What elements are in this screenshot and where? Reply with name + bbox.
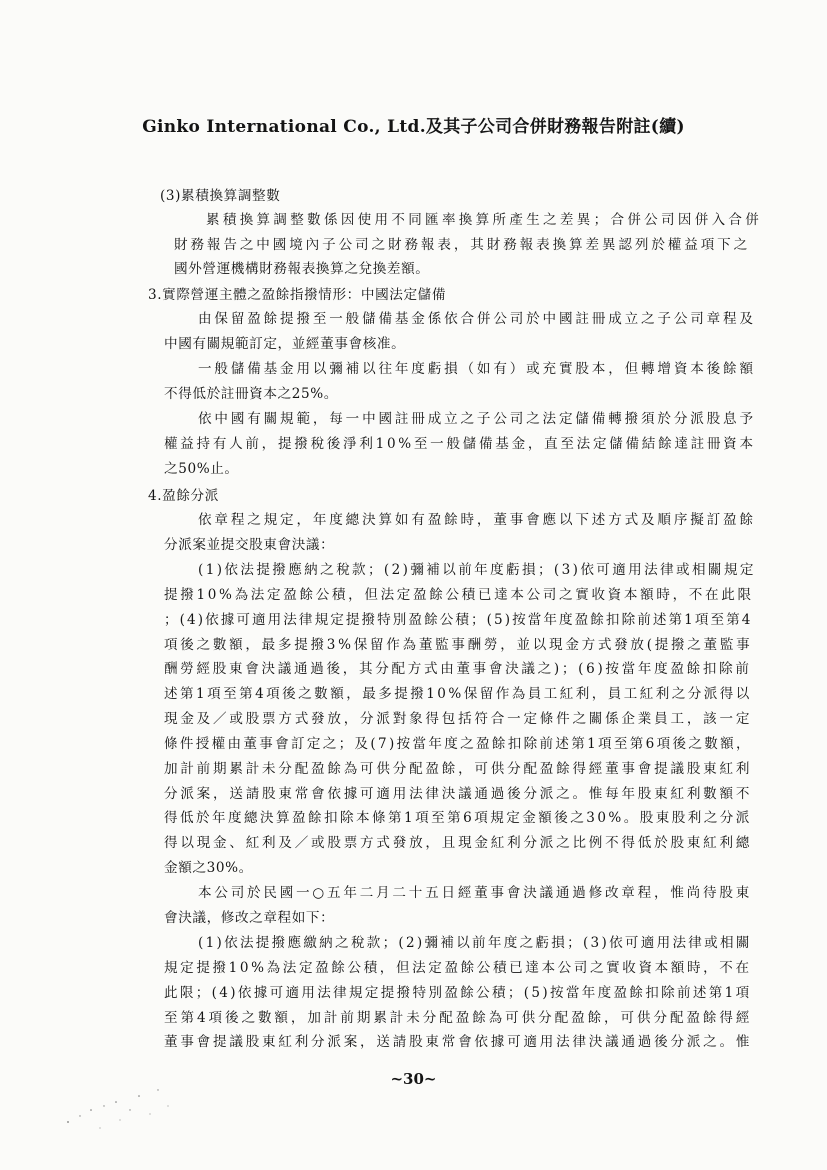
text-line: 本公司於民國一○五年二月二十五日經董事會決議通過修改章程，惟尚待股東: [198, 885, 753, 901]
text-line: 得低於年度總決算盈餘扣除本條第1項至第6項規定金額後之30%。股東股利之分派: [164, 810, 752, 826]
text-line: 依章程之規定，年度總決算如有盈餘時，董事會應以下述方式及順序擬訂盈餘: [198, 512, 756, 528]
text-line: 財務報告之中國境內子公司之財務報表，其財務報表換算差異認列於權益項下之: [174, 237, 751, 253]
text-line: 規定提撥10%為法定盈餘公積，但法定盈餘公積已達本公司之實收資本額時，不在: [164, 960, 752, 976]
scan-noise-dots: [60, 1080, 190, 1140]
text-line: 國外營運機構財務報表換算之兌換差額。: [174, 261, 430, 277]
text-line: ；(4)依據可適用法律規定提撥特別盈餘公積；(5)按當年度盈餘扣除前述第1項至第4: [164, 612, 753, 628]
text-line: 由保留盈餘提撥至一般儲備基金係依合併公司於中國註冊成立之子公司章程及: [198, 311, 756, 327]
text-line: 累積換算調整數係因使用不同匯率換算所產生之差異；合併公司因併入合併: [206, 212, 763, 228]
text-line: 述第1項至第4項後之數額，最多提撥10%保留作為員工紅利，員工紅利之分派得以: [164, 686, 752, 702]
text-line: 條件授權由董事會訂定之；及(7)按當年度之盈餘扣除前述第1項至第6項後之數額，: [164, 736, 752, 752]
text-line: 一般儲備基金用以彌補以往年度虧損（如有）或充實股本，但轉增資本後餘額: [198, 361, 756, 377]
text-line: 不得低於註冊資本之25%。: [164, 386, 338, 402]
text-line: 現金及／或股票方式發放，分派對象得包括符合一定條件之關係企業員工，該一定: [164, 711, 753, 727]
text-line: 此限；(4)依據可適用法律規定提撥特別盈餘公積；(5)按當年度盈餘扣除前述第1項: [164, 985, 752, 1001]
page-number: ~30~: [390, 1070, 437, 1088]
text-line: 4.盈餘分派: [148, 488, 219, 504]
text-line: (1)依法提撥應納之稅款；(2)彌補以前年度虧損；(3)依可適用法律或相關規定: [198, 562, 756, 578]
text-line: 加計前期累計未分配盈餘為可供分配盈餘，可供分配盈餘得經董事會提議股東紅利: [164, 761, 753, 777]
text-line: 得以現金、紅利及／或股票方式發放，且現金紅利分派之比例不得低於股東紅利總: [164, 835, 753, 851]
text-line: 提撥10%為法定盈餘公積，但法定盈餘公積已達本公司之實收資本額時，不在此限: [164, 587, 754, 603]
text-line: 分派案，送請股東常會依據可適用法律決議通過後分派之。惟每年股東紅利數額不: [164, 786, 753, 802]
text-line: (1)依法提撥應繳納之稅款；(2)彌補以前年度之虧損；(3)依可適用法律或相關: [198, 935, 752, 951]
text-line: 分派案並提交股東會決議：: [164, 537, 335, 553]
text-line: 依中國有關規範，每一中國註冊成立之子公司之法定儲備轉撥須於分派股息予: [198, 411, 756, 427]
text-line: 之50%止。: [164, 461, 239, 477]
text-line: (3)累積換算調整數: [160, 188, 281, 204]
text-line: 會決議，修改之章程如下：: [164, 910, 335, 926]
text-line: 中國有關規範訂定，並經董事會核准。: [164, 336, 406, 352]
text-line: 至第4項後之數額，加計前期累計未分配盈餘為可供分配盈餘，可供分配盈餘得經: [164, 1010, 753, 1026]
text-line: 權益持有人前，提撥稅後淨利10%至一般儲備基金，直至法定儲備結餘達註冊資本: [164, 436, 756, 452]
text-line: 酬勞經股東會決議通過後，其分配方式由董事會決議之)；(6)按當年度盈餘扣除前: [164, 661, 752, 677]
text-line: 金額之30%。: [164, 860, 253, 876]
text-line: 項後之數額，最多提撥3%保留作為董監事酬勞，並以現金方式發放(提撥之董監事: [164, 637, 753, 653]
text-line: 3.實際營運主體之盈餘指撥情形：中國法定儲備: [148, 287, 447, 303]
page-title: Ginko International Co., Ltd.及其子公司合併財務報告附註(續): [142, 117, 685, 137]
text-line: 董事會提議股東紅利分派案，送請股東常會依據可適用法律決議通過後分派之。惟: [164, 1034, 753, 1050]
